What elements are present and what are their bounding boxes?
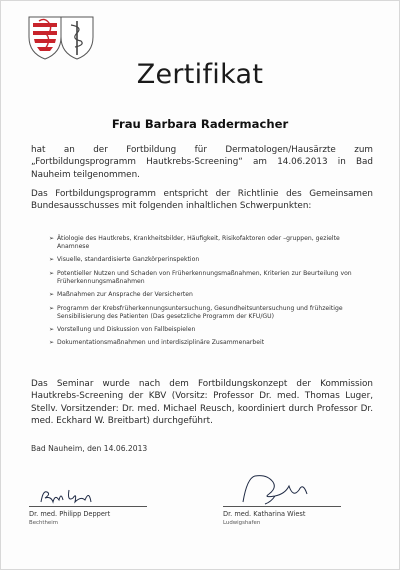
signature-deppert-icon: [29, 486, 147, 506]
signature-block-left: [29, 506, 147, 526]
list-item: ➢ Dokumentationsmaßnahmen und interdisziplinäre Zusammenarbeit: [49, 339, 265, 347]
medical-staff-crest-icon: [59, 13, 99, 63]
certificate-title: Zertifikat: [136, 59, 264, 90]
signatory-place: Ludwigshafen: [223, 520, 261, 526]
signatory-name: Dr. med. Philipp Deppert: [29, 510, 111, 518]
list-item: ➢ Visuelle, standardisierte Ganzkörperinspektion: [49, 256, 200, 264]
bullet-arrow-icon: ➢: [49, 339, 55, 347]
signature-block-right: [223, 506, 363, 526]
list-item: ➢ Potentieller Nutzen und Schaden von Früherkennungsmaßnahmen, Kriterien zur Beurteilung von Früherkennungsmaßnahmen: [49, 269, 352, 285]
list-item: ➢ Vorstellung und Diskussion von Fallbeispielen: [49, 325, 196, 333]
signature-line: [223, 506, 341, 507]
signatory-place: Bechtheim: [29, 520, 58, 526]
place-and-date: Bad Nauheim, den 14.06.2013: [31, 444, 148, 453]
signature-line: [29, 506, 147, 507]
bullet-arrow-icon: ➢: [49, 269, 55, 277]
bullet-arrow-icon: ➢: [49, 235, 55, 242]
recipient-name: Frau Barbara Radermacher: [111, 117, 289, 131]
bullet-arrow-icon: ➢: [49, 304, 55, 312]
seminar-statement: Das Seminar wurde nach dem Fortbildungskonzept der Kommission Hautkrebs-Screening der KBV (Vorsitz: Professor Dr. med. Thomas Luger, Stellv. Vorsitzender: Dr. med. Michael Reusch, koordiniert durch Professor Dr. med. Eckhard W. Breitbart) durchgeführt.: [31, 379, 373, 426]
medical-crest-wrapper: [59, 13, 135, 63]
signature-wiest-icon: [223, 472, 363, 506]
bullet-arrow-icon: ➢: [49, 291, 55, 299]
participation-statement: hat an der Fortbildung für Dermatologen/Hausärzte zum „Fortbildungsprogramm Hautkrebs-Screening“ am 14.06.2013 in Bad Nauheim teilgenommen.: [31, 145, 373, 180]
bullet-arrow-icon: ➢: [49, 325, 55, 333]
topic-list: [49, 235, 369, 353]
program-statement: Das Fortbildungsprogramm entspricht der Richtlinie des Gemeinsamen Bundesausschusses mit folgenden inhaltlichen Schwerpunkten:: [31, 189, 373, 212]
bullet-arrow-icon: ➢: [49, 256, 55, 264]
list-item: ➢ Maßnahmen zur Ansprache der Versicherten: [49, 291, 193, 299]
list-item: ➢ Ätiologie des Hautkrebs, Krankheitsbilder, Häufigkeit, Risikofaktoren oder –gruppen, gezielte Anamnese: [49, 235, 340, 250]
signatory-name: Dr. med. Katharina Wiest: [223, 510, 306, 518]
list-item: ➢ Programm der Krebsfrüherkennungsuntersuchung, Gesundheitsuntersuchung und frühzeitige Sensibilisierung des Patienten (Das gesetzliche Programm der KFU/GU): [49, 304, 343, 320]
